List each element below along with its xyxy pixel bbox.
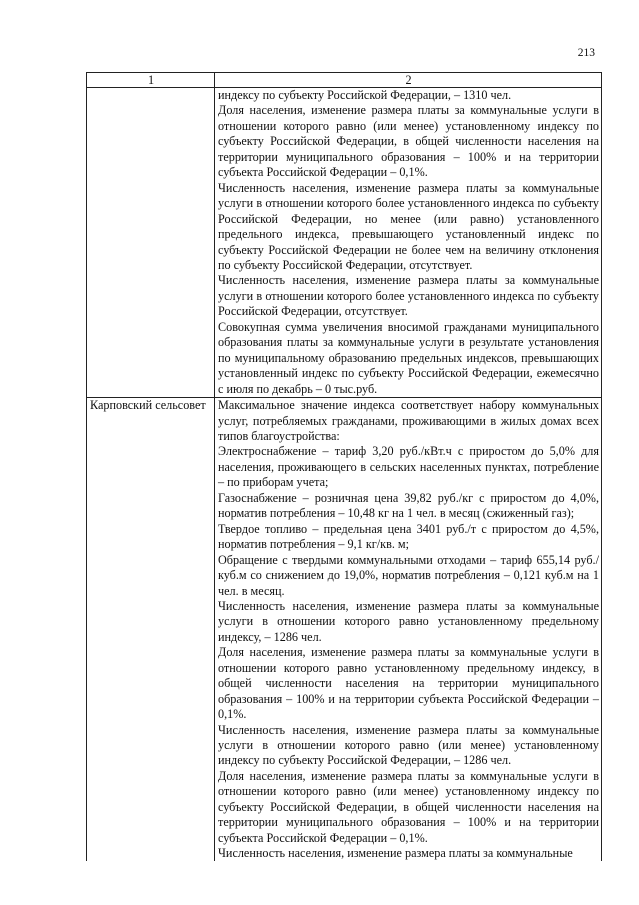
description-paragraph: Доля населения, изменение размера платы за коммунальные услуги в отношении которого равно (или менее) установленному индексу по субъекту Российской Федерации, в общей численности населения на территории муниципального образования – 100% и на территории субъекта Российской Федерации – 0,1%.	[218, 768, 599, 845]
description-paragraph: Доля населения, изменение размера платы за коммунальные услуги в отношении которого равно установленному предельному индексу, в общей численности населения на территории муниципального образования – 100% и на территории субъекта Российской Федерации – 0,1%.	[218, 645, 599, 722]
description-paragraph: Численность населения, изменение размера платы за коммунальные услуги в отношении которого равно установленному предельному индексу, – 1286 чел.	[218, 598, 599, 644]
description-cell	[215, 398, 602, 863]
description-paragraph: Совокупная сумма увеличения вносимой гражданами муниципального образования платы за коммунальные услуги в результате установления по муниципальному образованию предельных индексов, превышающих установленный индекс по субъекту Российской Федерации, ежемесячно с июля по декабрь – 0 тыс.руб.	[218, 319, 599, 396]
description-paragraph: Численность населения, изменение размера платы за коммунальные	[218, 846, 573, 861]
table-row	[87, 398, 602, 863]
page-number: 213	[577, 47, 595, 59]
description-paragraph: Обращение с твердыми коммунальными отходами – тариф 655,14 руб./куб.м со снижением до 19,0%, норматив потребления – 0,121 куб.м на 1 чел. в месяц.	[218, 552, 599, 598]
description-cell	[215, 88, 602, 398]
column-header-1: 1	[87, 73, 215, 88]
table-row	[87, 88, 602, 398]
description-paragraph: Твердое топливо – предельная цена 3401 руб./т с приростом до 4,5%, норматив потребления – 9,1 кг/кв. м;	[218, 521, 599, 552]
document-table	[86, 72, 602, 863]
column-header-2: 2	[215, 73, 602, 88]
table-header-row	[87, 73, 602, 88]
description-paragraph: Численность населения, изменение размера платы за коммунальные услуги в отношении которого равно (или менее) установленному индексу по субъекту Российской Федерации, – 1286 чел.	[218, 722, 599, 768]
description-paragraph: индексу по субъекту Российской Федерации, – 1310 чел.	[218, 88, 512, 102]
description-paragraph: Численность населения, изменение размера платы за коммунальные услуги в отношении которого более установленного индекса по субъекту Российской Федерации, отсутствует.	[218, 273, 599, 319]
description-paragraph: Доля населения, изменение размера платы за коммунальные услуги в отношении которого равно (или менее) установленному индексу по субъекту Российской Федерации, в общей численности населения на территории муниципального образования – 100% и на территории субъекта Российской Федерации – 0,1%.	[218, 103, 599, 180]
municipality-name-cell	[87, 88, 215, 398]
description-paragraph: Электроснабжение – тариф 3,20 руб./кВт.ч с приростом до 5,0% для населения, проживающего в сельских населенных пунктах, потребление – по приборам учета;	[218, 444, 599, 490]
description-paragraph: Газоснабжение – розничная цена 39,82 руб./кг с приростом до 4,0%, норматив потребления – 10,48 кг на 1 чел. в месяц (сжиженный газ);	[218, 490, 599, 521]
description-paragraph: Численность населения, изменение размера платы за коммунальные услуги в отношении которого более установленного индекса по субъекту Российской Федерации, но менее (или равно) установленного предельного индекса, превышающего установленный индекс по субъекту Российской Федерации не более чем на величину отклонения по субъекту Российской Федерации, отсутствует.	[218, 180, 599, 272]
description-paragraph: Максимальное значение индекса соответствует набору коммунальных услуг, потребляемых гражданами, проживающими в жилых домах всех типов благоустройства:	[218, 398, 599, 443]
page-bottom-margin	[0, 861, 639, 905]
municipality-name-cell: Карповский сельсовет	[87, 398, 215, 863]
